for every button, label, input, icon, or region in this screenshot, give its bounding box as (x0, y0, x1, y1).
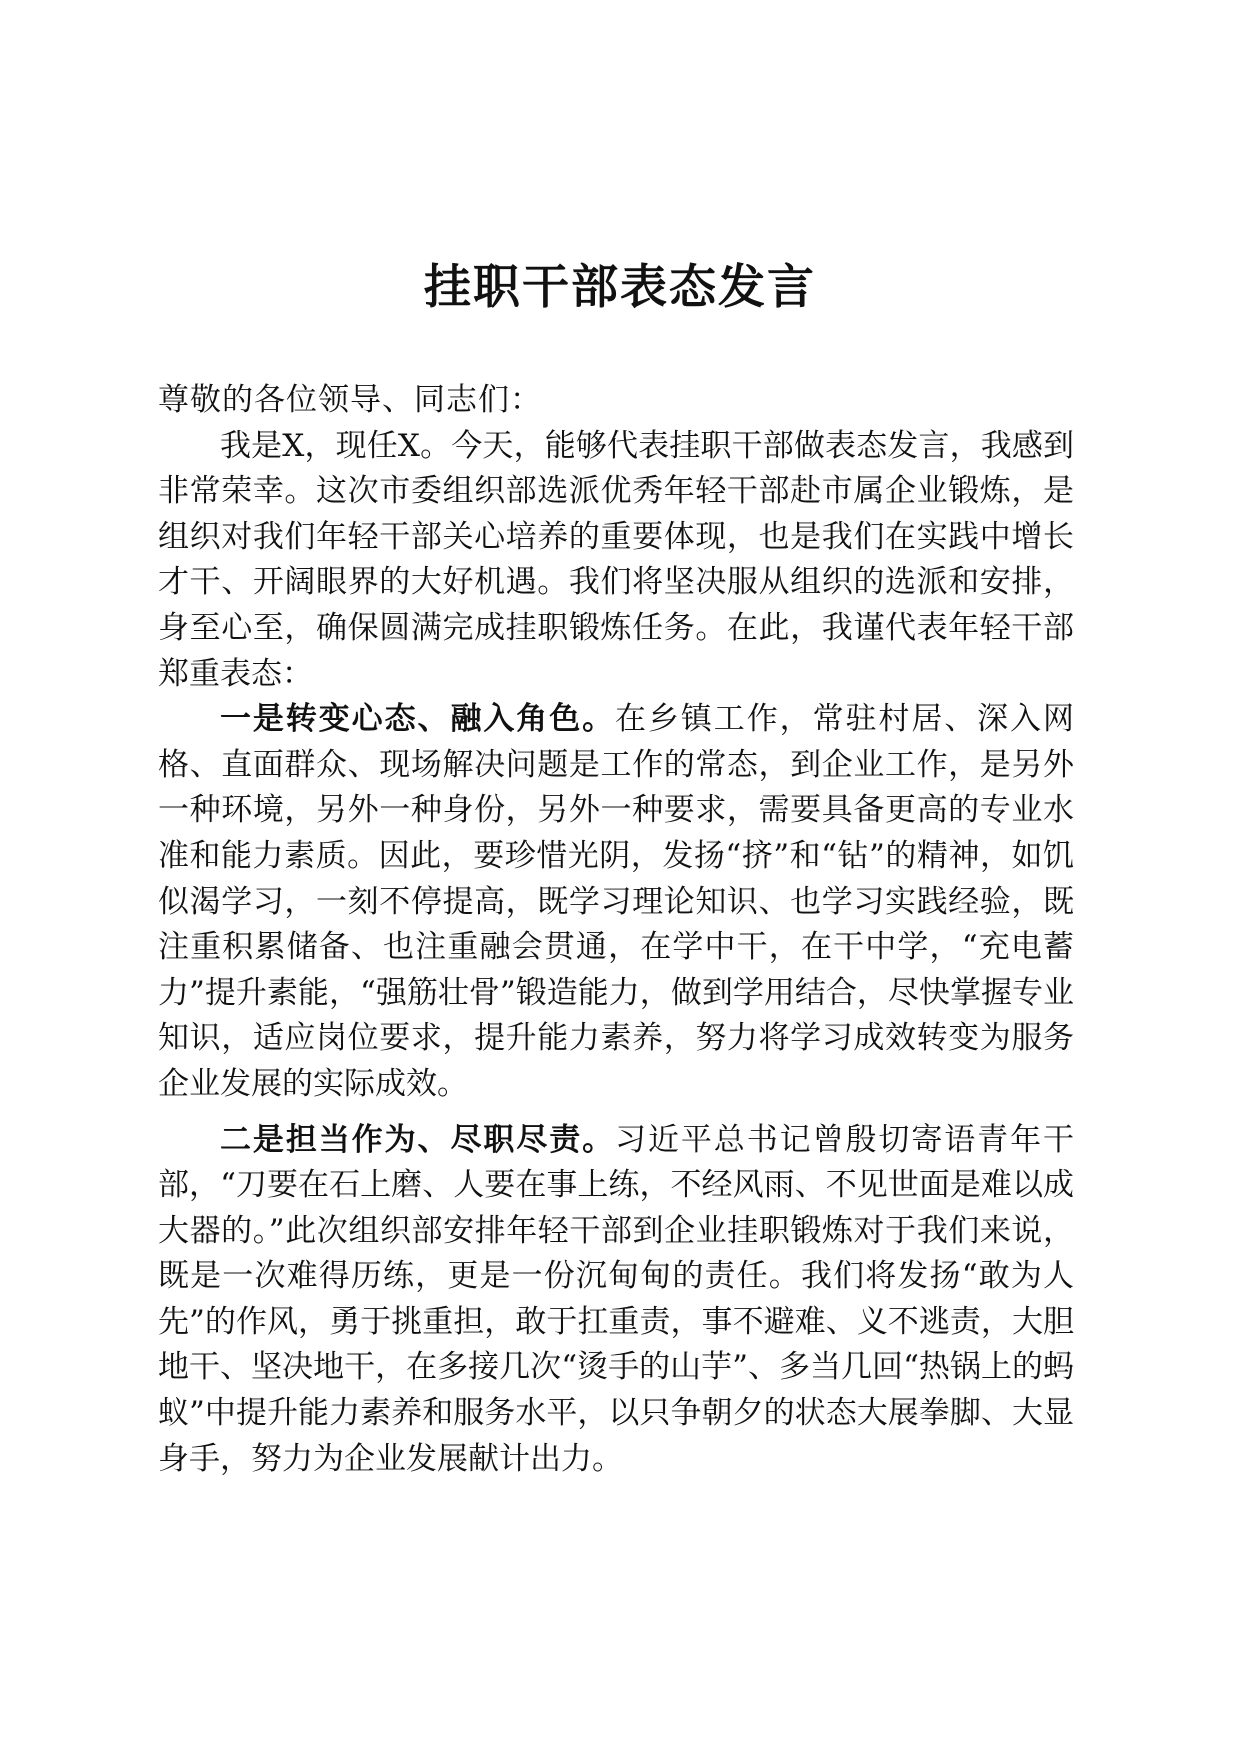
point-paragraph-1 (158, 697, 1074, 1107)
point-2-text: 习近平总书记曾殷切寄语青年干部，“刀要在石上磨、人要在事上练，不经风雨、不见世面是难以成大器的。”此次组织部安排年轻干部到企业挂职锻炼对于我们来说，既是一次难得历练，更是一份沉甸甸的责任。我们将发扬“敢为人先”的作风，勇于挑重担，敢于扛重责，事不避难、义不逃责，大胆地干、坚决地干，在多接几次“烫手的山芋”、多当几回“热锅上的蚂蚁”中提升能力素养和服务水平，以只争朝夕的状态大展拳脚、大显身手，努力为企业发展献计出力。 (158, 1121, 1075, 1477)
document-body (158, 378, 1074, 1482)
point-paragraph-2 (158, 1118, 1074, 1483)
salutation: 尊敬的各位领导、同志们： (158, 382, 542, 418)
point-1-text: 在乡镇工作，常驻村居、深入网格、直面群众、现场解决问题是工作的常态，到企业工作，是另外一种环境，另外一种身份，另外一种要求，需要具备更高的专业水准和能力素质。因此，要珍惜光阴，发扬“挤”和“钻”的精神，如饥似渴学习，一刻不停提高，既学习理论知识、也学习实践经验，既注重积累储备、也注重融会贯通，在学中干，在干中学，“充电蓄力”提升素能，“强筋壮骨”锻造能力，做到学用结合，尽快掌握专业知识，适应岗位要求，提升能力素养，努力将学习成效转变为服务企业发展的实际成效。 (158, 701, 1075, 1102)
point-1-heading: 一是转变心态、融入角色。 (220, 701, 616, 738)
page-title: 挂职干部表态发言 (424, 260, 816, 315)
intro-paragraph: 我是X，现任X。今天，能够代表挂职干部做表态发言，我感到非常荣幸。这次市委组织部选派优秀年轻干部赴市属企业锻炼，是组织对我们年轻干部关心培养的重要体现，也是我们在实践中增长才干、开阔眼界的大好机遇。我们将坚决服从组织的选派和安排，身至心至，确保圆满完成挂职锻炼任务。在此，我谨代表年轻干部郑重表态： (158, 427, 1074, 692)
point-2-heading: 二是担当作为、尽职尽责。 (220, 1121, 616, 1158)
